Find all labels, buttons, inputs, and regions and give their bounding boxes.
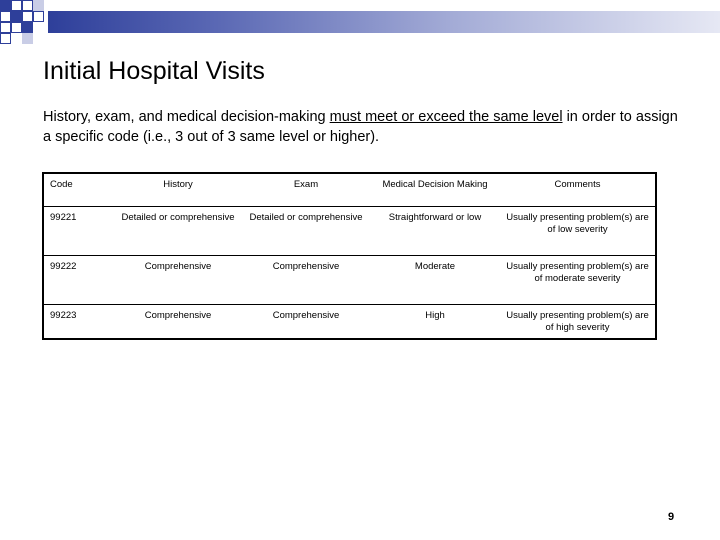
header-cell-code: Code: [43, 173, 114, 207]
cell-code: 99221: [43, 207, 114, 256]
header-gradient-bar: [48, 11, 720, 33]
header-cell-exam: Exam: [242, 173, 370, 207]
decor-square: [33, 11, 44, 22]
intro-text-after: in order to assign a specific code (i.e., 3 out of 3 same level or higher).: [43, 109, 678, 145]
cell-code: 99223: [50, 310, 77, 321]
decor-square: [0, 0, 11, 11]
intro-text-before: History, exam, and medical decision-making: [43, 109, 330, 125]
table-header-row: [43, 173, 656, 207]
decor-square: [33, 0, 44, 11]
cell-history: Detailed or comprehensive: [114, 207, 242, 256]
table-row: [43, 305, 656, 340]
decor-square: [22, 0, 33, 11]
cell-comments: Usually presenting problem(s) are of moderate severity: [500, 256, 656, 305]
intro-paragraph: [43, 107, 683, 147]
decor-square: [0, 11, 11, 22]
header-cell-comments: Comments: [500, 173, 656, 207]
decor-square: [22, 22, 33, 33]
cell-exam: Comprehensive: [242, 256, 370, 305]
slide-title: Initial Hospital Visits: [43, 57, 265, 85]
cell-history: Comprehensive: [144, 310, 212, 321]
cell-mdm: Moderate: [370, 256, 500, 305]
cell-comments: Usually presenting problem(s) are of high severity: [506, 310, 649, 333]
cell-exam: Detailed or comprehensive: [242, 207, 370, 256]
decor-square: [0, 22, 11, 33]
cell-code: 99222: [43, 256, 114, 305]
page-number: 9: [668, 511, 675, 523]
cell-history: Comprehensive: [114, 256, 242, 305]
cell-mdm: Straightforward or low: [370, 207, 500, 256]
cell-comments: Usually presenting problem(s) are of low severity: [500, 207, 656, 256]
header-cell-mdm: Medical Decision Making: [370, 173, 500, 207]
decor-square: [22, 33, 33, 44]
cell-mdm: High: [425, 310, 445, 321]
intro-text-underlined: must meet or exceed the same level: [329, 109, 563, 125]
cell-exam: Comprehensive: [272, 310, 340, 321]
table-row: [43, 207, 656, 256]
decor-square: [0, 33, 11, 44]
decor-square: [11, 0, 22, 11]
table-row: [43, 256, 656, 305]
decor-square: [11, 22, 22, 33]
decor-square: [11, 11, 22, 22]
decor-square: [22, 11, 33, 22]
header-cell-history: History: [114, 173, 242, 207]
codes-table: [42, 172, 657, 340]
